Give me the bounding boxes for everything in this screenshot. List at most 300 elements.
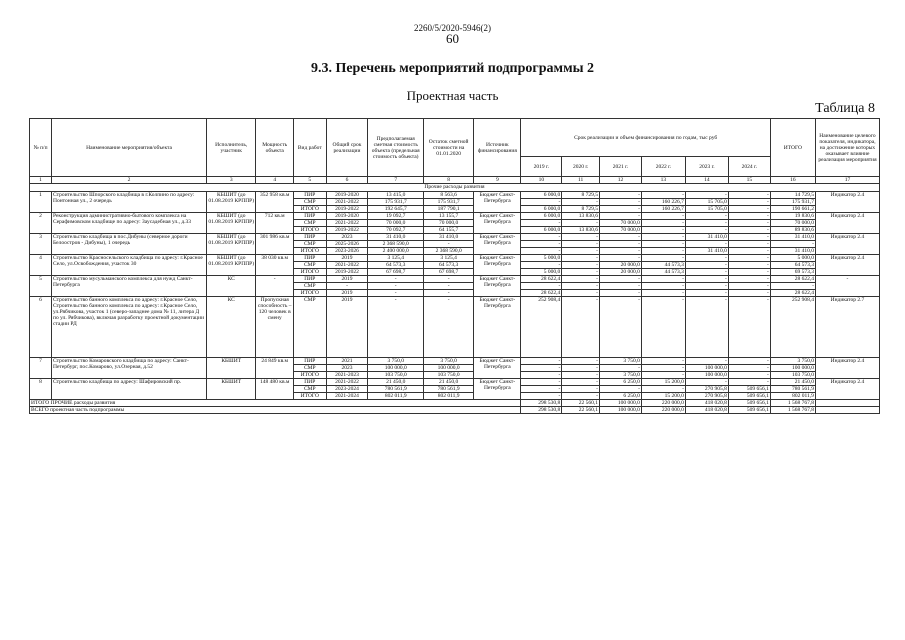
year-amount: - [728, 234, 770, 241]
object-name: Реконструкция административно-бытового комплекса на Серафимовском кладбище по адресу: Заусадебная ул., д.33 [52, 213, 207, 234]
year-amount: - [685, 220, 728, 227]
remainder-cost: 67 698,7 [423, 269, 473, 276]
year-amount: - [728, 206, 770, 213]
indicator: Индикатор 2.4 [815, 234, 879, 255]
work-type: СМР [294, 220, 326, 227]
estimate-cost: 70 000,0 [368, 220, 424, 227]
work-type: СМР [294, 199, 326, 206]
period: 2023 [326, 365, 368, 372]
year-amount: - [685, 276, 728, 283]
estimate-cost: 13 415,0 [368, 192, 424, 199]
year-amount: - [562, 372, 600, 379]
funding-source: Бюджет Санкт-Петербурга [474, 297, 521, 358]
col-header-year: 2024 г. [728, 157, 770, 177]
total-amount: 64 573,3 [770, 262, 815, 269]
year-amount: - [685, 262, 728, 269]
year-amount: - [728, 255, 770, 262]
work-type: СМР [294, 386, 326, 393]
totals-year-amount: 220 000,0 [641, 400, 685, 407]
year-amount: - [728, 213, 770, 220]
col-number: 4 [256, 177, 294, 184]
executor: КБШИТ [207, 358, 256, 379]
year-amount: 44 573,3 [641, 262, 685, 269]
remainder-cost: 780 561,9 [423, 386, 473, 393]
year-amount: 13 830,6 [562, 213, 600, 220]
year-amount: - [521, 386, 562, 393]
year-amount: 31 410,0 [685, 234, 728, 241]
year-amount: - [562, 276, 600, 283]
year-amount: 6 000,0 [521, 213, 562, 220]
year-amount: - [641, 220, 685, 227]
year-amount: 31 410,0 [685, 248, 728, 255]
year-amount: - [562, 255, 600, 262]
period: 2023-2024 [326, 386, 368, 393]
capacity: - [256, 276, 294, 297]
work-type: ПИР [294, 213, 326, 220]
totals-year-amount: 22 560,1 [562, 400, 600, 407]
total-amount: 31 410,0 [770, 234, 815, 241]
year-amount: - [728, 227, 770, 234]
col-header-period-group: Срок реализации и объем финансирования по годам, тыс руб [521, 119, 770, 157]
year-amount: - [728, 283, 770, 290]
work-type: ИТОГО [294, 372, 326, 379]
year-amount: - [521, 283, 562, 290]
work-type: ИТОГО [294, 248, 326, 255]
period: 2021-2023 [326, 372, 368, 379]
total-amount: 175 931,7 [770, 199, 815, 206]
executor: КБШИТ (до 01.08.2019 КРППР) [207, 234, 256, 255]
year-amount: - [685, 290, 728, 297]
year-amount: 160 226,7 [641, 199, 685, 206]
estimate-cost: 70 092,7 [368, 227, 424, 234]
year-amount: - [728, 365, 770, 372]
year-amount: - [521, 379, 562, 386]
year-amount: 270 905,8 [685, 386, 728, 393]
year-amount: - [685, 255, 728, 262]
estimate-cost: 802 011,9 [368, 393, 424, 400]
totals-year-amount: 22 560,1 [562, 407, 600, 414]
work-type: СМР [294, 283, 326, 290]
year-amount: - [600, 297, 642, 358]
period: 2019-2020 [326, 192, 368, 199]
work-type: ИТОГО [294, 206, 326, 213]
year-amount: - [641, 234, 685, 241]
totals-row [30, 407, 880, 414]
year-amount: - [641, 192, 685, 199]
year-amount: - [641, 358, 685, 365]
remainder-cost: - [423, 241, 473, 248]
funding-source: Бюджет Санкт-Петербурга [474, 276, 521, 297]
estimate-cost: 192 645,7 [368, 206, 424, 213]
totals-label: ВСЕГО проектная часть подпрограммы [30, 407, 521, 414]
measures-table [29, 118, 880, 414]
year-amount: - [521, 248, 562, 255]
remainder-cost: - [423, 297, 473, 358]
col-header-year: 2023 г. [685, 157, 728, 177]
year-amount: - [728, 379, 770, 386]
period: - [326, 283, 368, 290]
year-amount: - [728, 269, 770, 276]
period: 2019-2022 [326, 206, 368, 213]
year-amount: 70 000,0 [600, 227, 642, 234]
remainder-cost: 70 000,0 [423, 220, 473, 227]
year-amount: - [728, 290, 770, 297]
total-amount: 89 830,6 [770, 227, 815, 234]
executor: КБШИТ [207, 379, 256, 400]
estimate-cost: 67 698,7 [368, 269, 424, 276]
funding-source: Бюджет Санкт-Петербурга [474, 234, 521, 255]
document-number: 2260/5/2020-5946(2) [414, 23, 491, 33]
period: 2021-2022 [326, 262, 368, 269]
estimate-cost: - [368, 290, 424, 297]
total-amount: 190 661,2 [770, 206, 815, 213]
totals-year-amount: 418 020,8 [685, 407, 728, 414]
col-number: 14 [685, 177, 728, 184]
row-number: 8 [30, 379, 52, 400]
year-amount: - [728, 276, 770, 283]
year-amount: - [641, 227, 685, 234]
year-amount: - [685, 283, 728, 290]
work-type: ПИР [294, 234, 326, 241]
col-number: 17 [815, 177, 879, 184]
totals-year-amount: 298 530,8 [521, 400, 562, 407]
estimate-cost: 3 750,0 [368, 358, 424, 365]
remainder-cost: - [423, 283, 473, 290]
year-amount: - [562, 241, 600, 248]
year-amount: - [562, 262, 600, 269]
row-number: 2 [30, 213, 52, 234]
year-amount: - [562, 290, 600, 297]
year-amount: - [562, 386, 600, 393]
year-amount: 6 250,0 [600, 379, 642, 386]
totals-amount: 1 568 767,8 [770, 400, 815, 407]
year-amount: - [600, 248, 642, 255]
col-header-year: 2020 г. [562, 157, 600, 177]
object-name: Строительство кладбища по адресу: Шафировский пр. [52, 379, 207, 400]
col-number: 16 [770, 177, 815, 184]
year-amount: - [600, 283, 642, 290]
year-amount: - [562, 393, 600, 400]
remainder-cost: 8 563,6 [423, 192, 473, 199]
year-amount: - [641, 297, 685, 358]
year-amount: - [562, 297, 600, 358]
col-header-year: 2019 г. [521, 157, 562, 177]
year-amount: - [728, 248, 770, 255]
year-amount: 20 000,0 [600, 269, 642, 276]
year-amount: - [562, 220, 600, 227]
year-amount: 509 656,1 [728, 386, 770, 393]
year-amount: - [600, 276, 642, 283]
year-amount: - [685, 297, 728, 358]
year-amount: - [600, 386, 642, 393]
year-amount: 6 000,0 [521, 206, 562, 213]
year-amount: - [521, 220, 562, 227]
total-amount: 70 000,0 [770, 220, 815, 227]
estimate-cost: 780 561,9 [368, 386, 424, 393]
period: 2019 [326, 290, 368, 297]
col-header-remainder: Остаток сметной стоимости на 01.01.2020 [423, 119, 473, 177]
totals-year-amount: 100 000,0 [600, 407, 642, 414]
year-amount: 160 226,7 [641, 206, 685, 213]
remainder-cost: 13 155,7 [423, 213, 473, 220]
totals-year-amount: 220 000,0 [641, 407, 685, 414]
period: 2019-2022 [326, 269, 368, 276]
row-number: 5 [30, 276, 52, 297]
capacity: 301 986 кв.м [256, 234, 294, 255]
col-header-estimate: Предполагаемая сметная стоимость объекта (предельная стоимость объекта) [368, 119, 424, 177]
remainder-cost: 187 790,1 [423, 206, 473, 213]
col-number: 1 [30, 177, 52, 184]
table-row [30, 234, 880, 241]
year-amount: 509 656,1 [728, 393, 770, 400]
year-amount: - [562, 269, 600, 276]
total-amount: 5 000,0 [770, 255, 815, 262]
period: 2021-2022 [326, 220, 368, 227]
year-amount: - [562, 379, 600, 386]
totals-row [30, 400, 880, 407]
col-header-num: № п/п [30, 119, 52, 177]
funding-source: Бюджет Санкт-Петербурга [474, 192, 521, 213]
year-amount: - [600, 213, 642, 220]
remainder-cost: 2 368 590,0 [423, 248, 473, 255]
col-header-year: 2021 г. [600, 157, 642, 177]
remainder-cost: - [423, 290, 473, 297]
year-amount: 5 000,0 [521, 255, 562, 262]
year-amount: - [521, 393, 562, 400]
indicator: Индикатор 2.4 [815, 379, 879, 400]
col-number: 9 [474, 177, 521, 184]
year-amount: - [600, 199, 642, 206]
row-number: 4 [30, 255, 52, 276]
year-amount: - [728, 372, 770, 379]
object-name: Строительство мусульманского комплекса для нужд Санкт-Петербурга [52, 276, 207, 297]
page-number: 60 [446, 31, 459, 46]
capacity: 148 480 кв.м [256, 379, 294, 400]
year-amount: 8 729,5 [562, 206, 600, 213]
year-amount: 15 705,0 [685, 199, 728, 206]
year-amount: - [600, 255, 642, 262]
year-amount: 3 750,0 [600, 372, 642, 379]
col-header-capacity: Мощность объекта [256, 119, 294, 177]
object-name: Строительство банного комплекса по адресу: г.Красное Село, Строительство банного комплекса по адресу: г.Красное Село, ул.Рябчикова, участок 1 (северо-западнее дома № 11, литера Д по ул. Рябчикова), включая разработку проектной документации стадии РД [52, 297, 207, 358]
period: 2019-2020 [326, 213, 368, 220]
year-amount: 100 000,0 [685, 365, 728, 372]
total-amount: 252 908,4 [770, 297, 815, 358]
year-amount: 15 705,0 [685, 206, 728, 213]
totals-label: ИТОГО ПРОЧИЕ расходы развития [30, 400, 521, 407]
executor: КС [207, 297, 256, 358]
year-amount: - [685, 227, 728, 234]
work-type: СМР [294, 262, 326, 269]
remainder-cost: 175 931,7 [423, 199, 473, 206]
year-amount: - [685, 379, 728, 386]
work-type: СМР [294, 241, 326, 248]
year-amount: - [728, 241, 770, 248]
total-amount: 19 830,6 [770, 213, 815, 220]
total-amount: 802 011,9 [770, 393, 815, 400]
year-amount: - [521, 241, 562, 248]
totals-year-amount: 298 530,8 [521, 407, 562, 414]
remainder-cost: 3 125,4 [423, 255, 473, 262]
year-amount: 252 908,4 [521, 297, 562, 358]
col-header-year: 2022 г. [641, 157, 685, 177]
year-amount: - [600, 365, 642, 372]
year-amount: 70 000,0 [600, 220, 642, 227]
year-amount: - [641, 276, 685, 283]
estimate-cost: 100 000,0 [368, 365, 424, 372]
col-number: 11 [562, 177, 600, 184]
year-amount: - [600, 290, 642, 297]
object-name: Строительство Красносельского кладбища по адресу: г.Красное Село, ул.Освобождения, участок 30 [52, 255, 207, 276]
total-amount: 21 450,0 [770, 379, 815, 386]
year-amount: 3 750,0 [600, 358, 642, 365]
year-amount: - [521, 358, 562, 365]
year-amount: 270 905,8 [685, 393, 728, 400]
executor: КБШИТ (до 01.08.2019 КРППР) [207, 255, 256, 276]
period: 2025-2026 [326, 241, 368, 248]
estimate-cost: - [368, 283, 424, 290]
estimate-cost: 21 450,0 [368, 379, 424, 386]
capacity: 712 кв.м [256, 213, 294, 234]
year-amount: 20 000,0 [600, 262, 642, 269]
col-number: 3 [207, 177, 256, 184]
work-type: ПИР [294, 276, 326, 283]
period: 2019 [326, 255, 368, 262]
section-row [30, 184, 880, 192]
total-amount: 3 750,0 [770, 358, 815, 365]
year-amount: 15 200,0 [641, 379, 685, 386]
year-amount: - [641, 213, 685, 220]
table-row [30, 213, 880, 220]
totals-indicator [815, 400, 879, 407]
year-amount: - [641, 290, 685, 297]
estimate-cost: 64 573,3 [368, 262, 424, 269]
total-amount: 28 622,4 [770, 276, 815, 283]
row-number: 3 [30, 234, 52, 255]
year-amount: - [728, 199, 770, 206]
year-amount: 5 000,0 [521, 269, 562, 276]
year-amount: - [562, 248, 600, 255]
year-amount: - [562, 234, 600, 241]
year-amount: - [685, 269, 728, 276]
year-amount: 28 622,4 [521, 290, 562, 297]
funding-source: Бюджет Санкт-Петербурга [474, 379, 521, 400]
object-name: Строительство кладбища в пос.Дибуны (северное дороги Белоостров - Дибуны), 1 очередь [52, 234, 207, 255]
executor: КБШИТ (до 01.08.2019 КРППР) [207, 192, 256, 213]
remainder-cost: 100 000,0 [423, 365, 473, 372]
remainder-cost: 103 750,0 [423, 372, 473, 379]
year-amount: - [641, 255, 685, 262]
page-title: 9.3. Перечень мероприятий подпрограммы 2 [310, 61, 595, 76]
work-type: СМР [294, 365, 326, 372]
table-row [30, 192, 880, 199]
year-amount: 28 622,4 [521, 276, 562, 283]
year-amount: - [685, 241, 728, 248]
table-row [30, 358, 880, 365]
col-number: 6 [326, 177, 368, 184]
work-type: ИТОГО [294, 290, 326, 297]
period: 2019 [326, 297, 368, 358]
col-number: 12 [600, 177, 642, 184]
remainder-cost: - [423, 276, 473, 283]
work-type: ИТОГО [294, 227, 326, 234]
total-amount: 100 000,0 [770, 365, 815, 372]
year-amount: 6 000,0 [521, 192, 562, 199]
year-amount: - [641, 283, 685, 290]
indicator: Индикатор 2.4 [815, 213, 879, 234]
estimate-cost: 19 092,7 [368, 213, 424, 220]
total-amount: 14 729,5 [770, 192, 815, 199]
period: 2021-2022 [326, 379, 368, 386]
totals-year-amount: 509 656,1 [728, 407, 770, 414]
table-label: Таблица 8 [815, 101, 875, 116]
capacity: 38 030 кв.м [256, 255, 294, 276]
year-amount: - [521, 199, 562, 206]
col-header-name: Наименование мероприятия/объекта [52, 119, 207, 177]
page-subtitle: Проектная часть [406, 88, 499, 103]
estimate-cost: 3 125,4 [368, 255, 424, 262]
period: 2021-2024 [326, 393, 368, 400]
total-amount: 103 750,0 [770, 372, 815, 379]
col-number: 10 [521, 177, 562, 184]
total-amount: - [770, 283, 815, 290]
col-header-indicator: Наименование целевого показателя, индикатора, на достижение которых оказывает влияние реализация мероприятия [815, 119, 879, 177]
year-amount: - [600, 192, 642, 199]
estimate-cost: 103 750,0 [368, 372, 424, 379]
period: 2019-2022 [326, 227, 368, 234]
year-amount: - [641, 386, 685, 393]
remainder-cost: 802 011,9 [423, 393, 473, 400]
table-row [30, 379, 880, 386]
year-amount: - [521, 234, 562, 241]
object-name: Строительство Шпорского кладбища в г.Колпино по адресу: Понтонная ул., 2 очередь [52, 192, 207, 213]
total-amount: 28 622,4 [770, 290, 815, 297]
table-row [30, 297, 880, 358]
indicator: - [815, 276, 879, 297]
total-amount: 69 573,3 [770, 269, 815, 276]
funding-source: Бюджет Санкт-Петербурга [474, 358, 521, 379]
indicator: Индикатор 2.7 [815, 297, 879, 358]
year-amount: - [728, 262, 770, 269]
funding-source: Бюджет Санкт-Петербурга [474, 255, 521, 276]
estimate-cost: - [368, 276, 424, 283]
year-amount: - [562, 283, 600, 290]
estimate-cost: 2 368 590,0 [368, 241, 424, 248]
col-header-period: Общий срок реализации [326, 119, 368, 177]
col-number: 13 [641, 177, 685, 184]
capacity: 24 849 кв.м [256, 358, 294, 379]
year-amount: - [562, 358, 600, 365]
year-amount: - [521, 372, 562, 379]
object-name: Строительство Комаровского кладбища по адресу: Санкт-Петербург, пос.Комарово, ул.Озерная, д.52 [52, 358, 207, 379]
work-type: ПИР [294, 192, 326, 199]
year-amount: 15 200,0 [641, 393, 685, 400]
totals-year-amount: 100 000,0 [600, 400, 642, 407]
table-row [30, 276, 880, 283]
year-amount: - [728, 220, 770, 227]
totals-year-amount: 509 656,1 [728, 400, 770, 407]
estimate-cost: 175 931,7 [368, 199, 424, 206]
row-number: 6 [30, 297, 52, 358]
work-type: СМР [294, 297, 326, 358]
year-amount: 44 573,3 [641, 269, 685, 276]
total-amount: 780 561,9 [770, 386, 815, 393]
year-amount: - [685, 192, 728, 199]
indicator: Индикатор 2.4 [815, 255, 879, 276]
col-number: 2 [52, 177, 207, 184]
executor: КС [207, 276, 256, 297]
table-row [30, 255, 880, 262]
